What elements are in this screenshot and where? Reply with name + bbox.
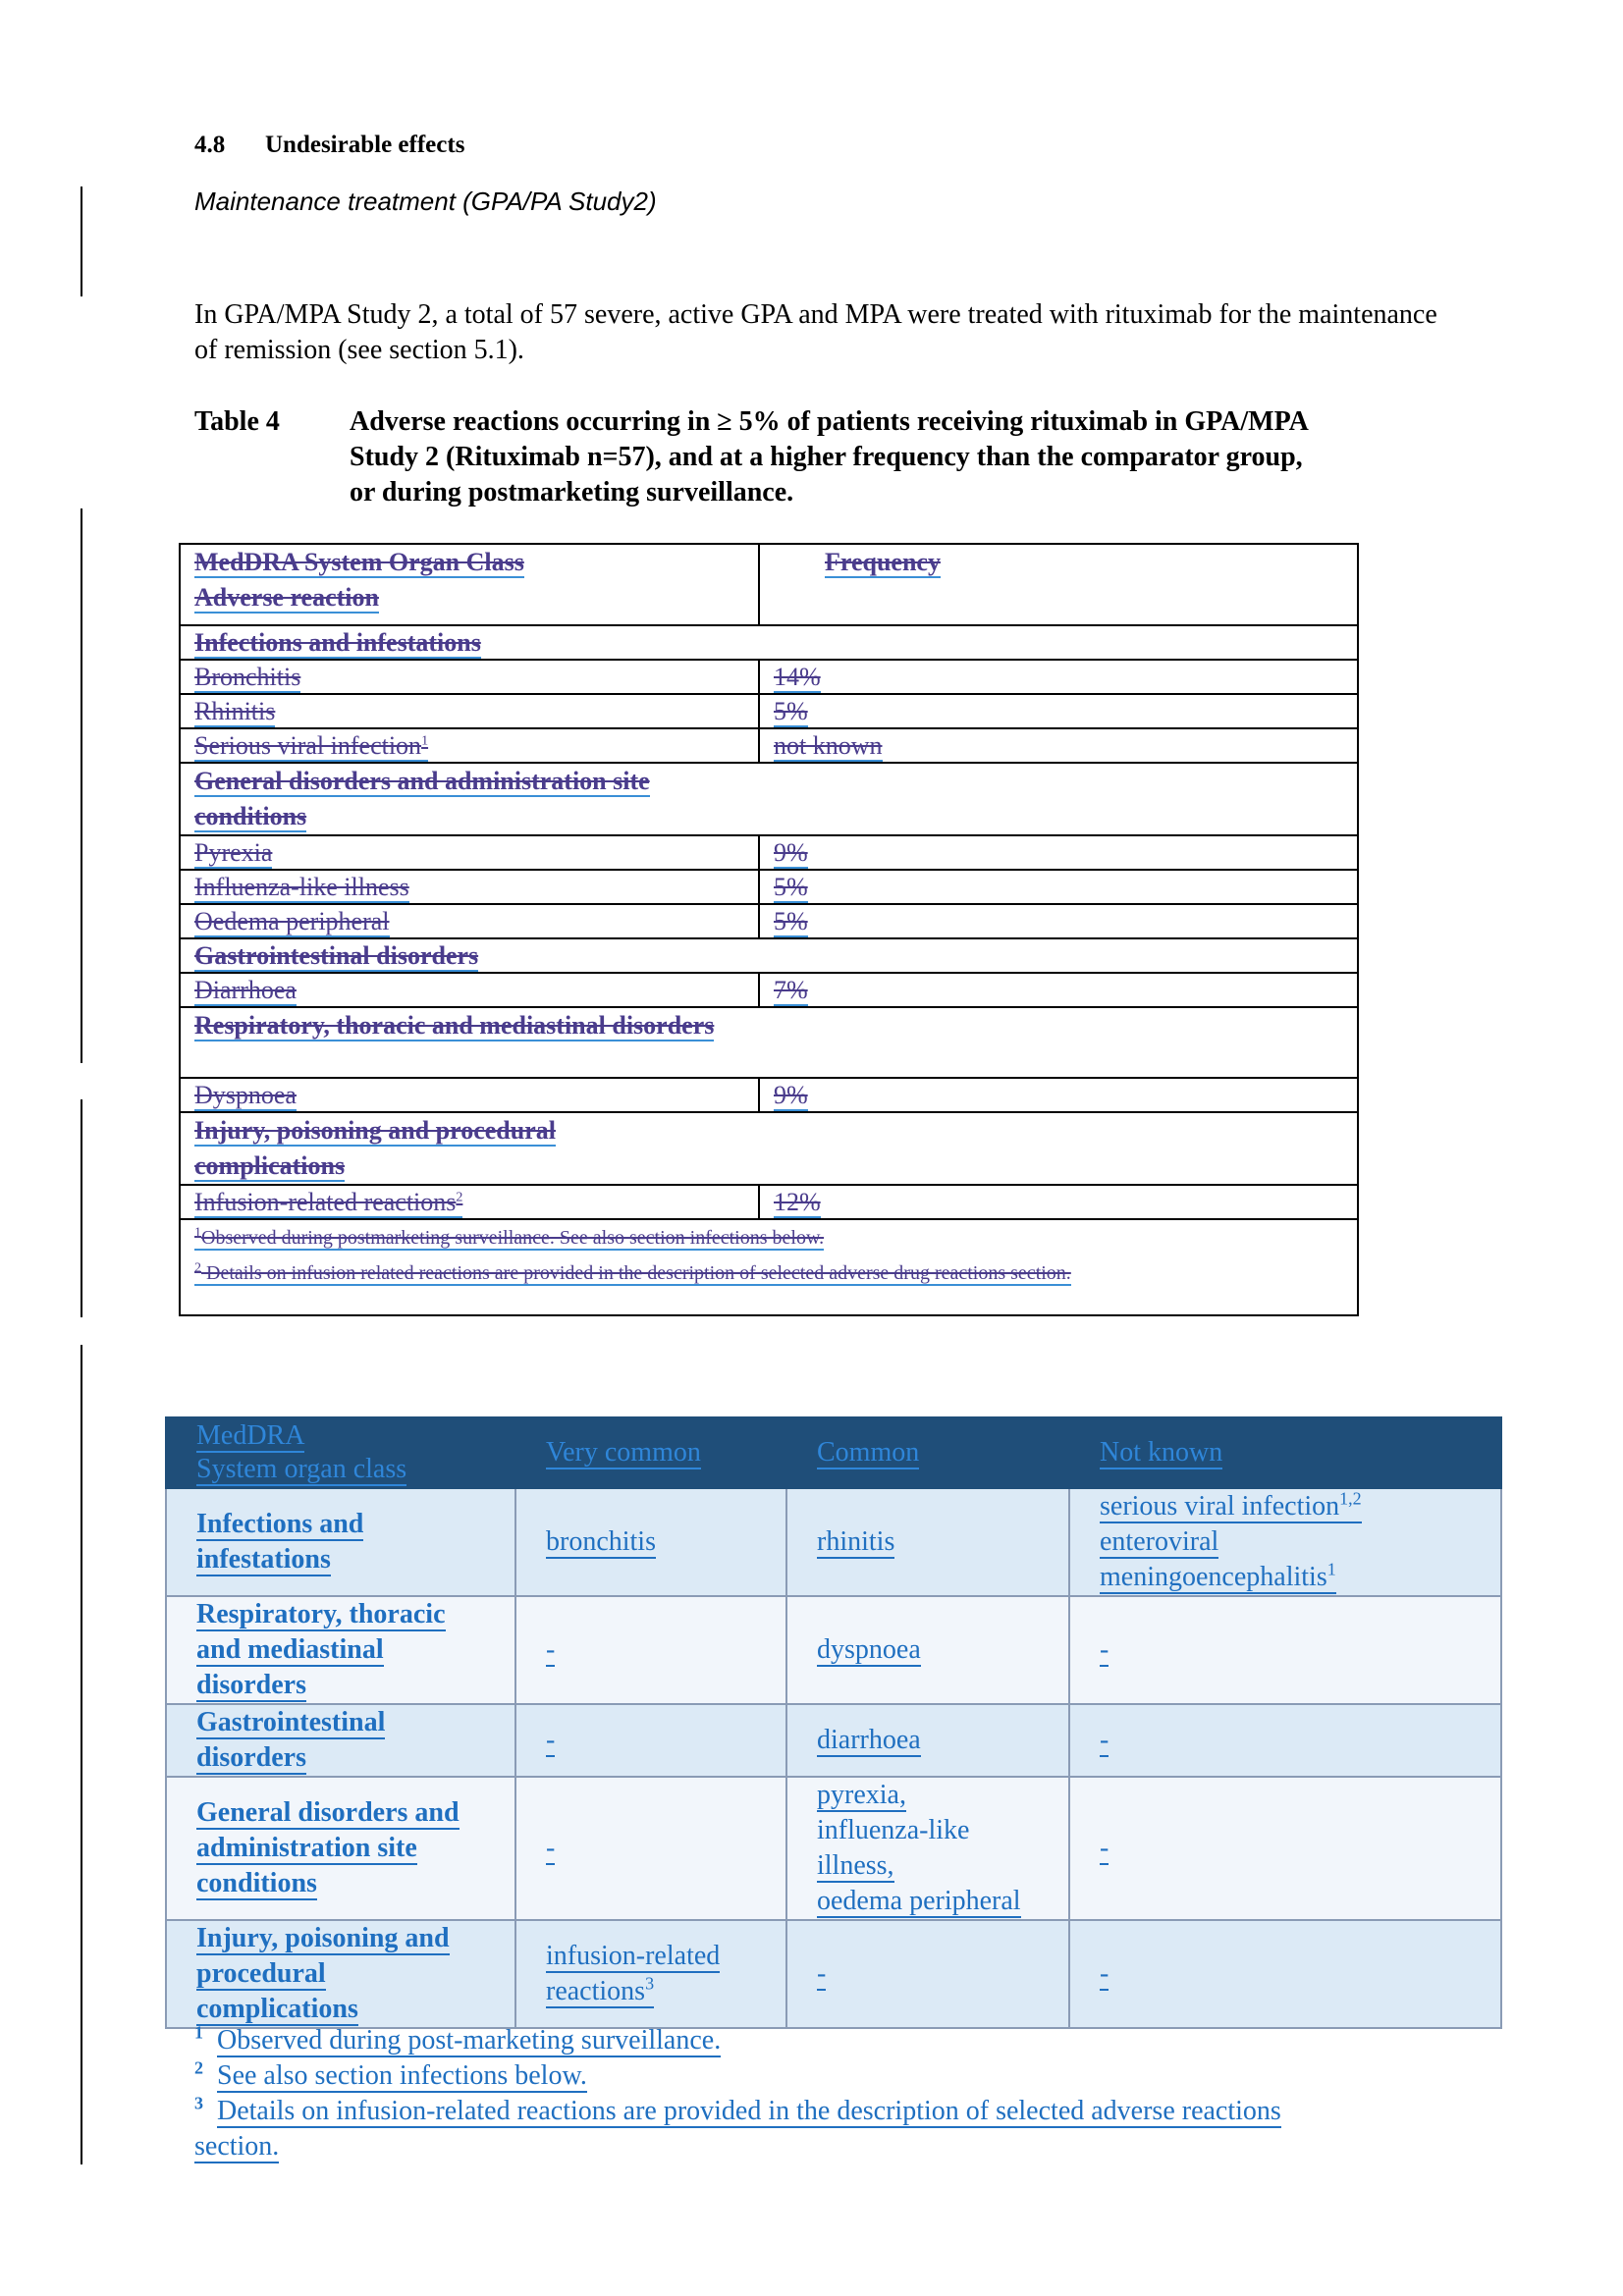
soc-label: and mediastinal	[196, 1634, 384, 1665]
table-row	[180, 835, 1358, 870]
not-known-value: meningoencephalitis	[1100, 1562, 1327, 1592]
table-caption-line: or during postmarketing surveillance.	[350, 477, 794, 507]
soc-label: Respiratory, thoracic and mediastinal disorders	[194, 1011, 715, 1040]
frequency-value: not known	[774, 731, 883, 760]
soc-label: Infections and infestations	[194, 628, 481, 657]
table-row	[166, 1488, 1501, 1596]
change-bar	[81, 1099, 82, 1317]
soc-label: disorders	[196, 1742, 306, 1773]
reaction-name: Rhinitis	[194, 697, 276, 725]
table-row	[180, 728, 1358, 763]
soc-label: Injury, poisoning and procedural	[194, 1116, 556, 1145]
header-adverse-reaction: Adverse reaction	[194, 583, 379, 612]
frequency-value: 5%	[774, 697, 808, 725]
footnote-text: Observed during post-marketing surveillance.	[217, 2025, 722, 2056]
common-value: pyrexia,	[817, 1780, 906, 1810]
table-row	[180, 694, 1358, 728]
very-common-value: -	[546, 1833, 556, 1863]
header-meddra: MedDRA	[196, 1420, 305, 1451]
soc-label: procedural	[196, 1958, 326, 1989]
change-bar	[81, 187, 82, 296]
footnote-text: section.	[194, 2131, 280, 2162]
very-common-value: infusion-related	[546, 1941, 721, 1971]
header-not-known: Not known	[1100, 1437, 1223, 1468]
soc-label: Gastrointestinal disorders	[194, 941, 479, 970]
soc-label: Gastrointestinal	[196, 1707, 386, 1737]
table-caption-line: Study 2 (Rituximab n=57), and at a higher frequency than the comparator group,	[350, 442, 1303, 472]
header-cell	[180, 544, 759, 625]
not-known-value: serious viral infection	[1100, 1491, 1340, 1522]
frequency-value: 5%	[774, 907, 808, 935]
footnote-row	[180, 1219, 1358, 1315]
common-value: diarrhoea	[817, 1725, 921, 1755]
frequency-value: 9%	[774, 1081, 808, 1109]
table-row	[166, 1704, 1501, 1777]
footnote-text: See also section infections below.	[217, 2060, 587, 2091]
header-cell	[759, 544, 1358, 625]
table-row	[180, 1185, 1358, 1219]
frequency-value: 9%	[774, 838, 808, 867]
soc-label: complications	[196, 1994, 358, 2024]
intro-paragraph: In GPA/MPA Study 2, a total of 57 severe, active GPA and MPA were treated with rituximab for the maintenance of remission (see section 5.1).	[194, 299, 1437, 365]
soc-label: administration site	[196, 1833, 417, 1863]
footnote-mark: 1	[194, 1225, 201, 1241]
table-row	[180, 870, 1358, 904]
soc-row	[180, 1112, 1358, 1185]
reaction-name: Diarrhoea	[194, 976, 297, 1004]
change-bar	[81, 508, 82, 1063]
reaction-name: Infusion-related reactions	[194, 1188, 457, 1216]
soc-label: Infections and	[196, 1509, 364, 1539]
table-caption-line: Adverse reactions occurring in ≥ 5% of patients receiving rituximab in GPA/MPA	[350, 406, 1309, 437]
soc-label: General disorders and	[196, 1797, 460, 1828]
reaction-name: Serious viral infection	[194, 731, 422, 760]
header-cell	[515, 1417, 786, 1488]
reaction-name: Influenza-like illness	[194, 873, 409, 901]
footnote-mark: 2	[194, 2057, 203, 2078]
header-frequency: Frequency	[825, 548, 941, 576]
table-row	[166, 1777, 1501, 1920]
not-known-value: -	[1100, 1725, 1109, 1755]
header-very-common: Very common	[546, 1437, 701, 1468]
footnote-ref: 2	[456, 1190, 463, 1205]
soc-row	[180, 938, 1358, 973]
soc-label: disorders	[196, 1670, 306, 1700]
header-cell	[1069, 1417, 1501, 1488]
soc-label: infestations	[196, 1544, 331, 1575]
header-soc: MedDRA System Organ Class	[194, 548, 524, 576]
change-bar	[81, 1345, 82, 2164]
frequency-value: 5%	[774, 873, 808, 901]
footnote-text: Details on infusion-related reactions are provided in the description of selected adverse reactions	[217, 2096, 1281, 2126]
very-common-value: -	[546, 1725, 556, 1755]
footnote-ref: 1	[421, 733, 429, 749]
soc-label: General disorders and administration site	[194, 767, 650, 795]
not-known-value: -	[1100, 1634, 1109, 1665]
soc-label: complications	[194, 1151, 346, 1180]
footnote-ref: 1	[1326, 1559, 1336, 1579]
table-header-row	[180, 544, 1358, 625]
common-value: rhinitis	[817, 1526, 895, 1557]
footnote-ref: 3	[645, 1973, 655, 1994]
footnote-mark: 3	[194, 2093, 203, 2113]
common-value: oedema peripheral	[817, 1886, 1021, 1916]
table-row	[180, 1078, 1358, 1112]
table-header-row	[166, 1417, 1501, 1488]
table-row	[180, 904, 1358, 938]
soc-label: conditions	[194, 802, 307, 830]
reaction-name: Bronchitis	[194, 663, 301, 691]
common-value: -	[817, 1958, 827, 1989]
frequency-value: 7%	[774, 976, 808, 1004]
soc-row	[180, 625, 1358, 660]
soc-row	[180, 1007, 1358, 1078]
footnote-text: Details on infusion related reactions are provided in the description of selected adverse drug reactions section.	[206, 1262, 1071, 1284]
not-known-value: enteroviral	[1100, 1526, 1219, 1557]
soc-label: Respiratory, thoracic	[196, 1599, 446, 1629]
frequency-value: 12%	[774, 1188, 821, 1216]
header-cell	[786, 1417, 1069, 1488]
reaction-name: Oedema peripheral	[194, 907, 390, 935]
table-caption	[194, 404, 1422, 510]
new-adverse-reactions-table	[165, 1416, 1502, 2029]
table-row	[166, 1596, 1501, 1704]
section-title: Undesirable effects	[265, 132, 465, 158]
common-value: illness,	[817, 1850, 894, 1881]
subheading: Maintenance treatment (GPA/PA Study2)	[194, 187, 657, 216]
footnote-text: Observed during postmarketing surveillance. See also section infections below.	[201, 1227, 825, 1249]
very-common-value: reactions	[546, 1976, 646, 2006]
soc-label: conditions	[196, 1868, 317, 1898]
header-common: Common	[817, 1437, 920, 1468]
section-number: 4.8	[194, 132, 226, 158]
header-soc: System organ class	[196, 1454, 407, 1484]
new-table-footnotes	[194, 2023, 1500, 2164]
very-common-value: -	[546, 1634, 556, 1665]
soc-row	[180, 763, 1358, 835]
header-cell	[166, 1417, 515, 1488]
table-row	[166, 1920, 1501, 2028]
very-common-value: bronchitis	[546, 1526, 656, 1557]
reaction-name: Pyrexia	[194, 838, 273, 867]
common-value: influenza-like	[817, 1815, 970, 1845]
old-adverse-reactions-table	[179, 543, 1359, 1316]
soc-label: Injury, poisoning and	[196, 1923, 450, 1953]
table-row	[180, 660, 1358, 694]
table-caption-label: Table 4	[194, 406, 280, 437]
common-value: dyspnoea	[817, 1634, 921, 1665]
footnote-mark: 1	[194, 2022, 203, 2043]
frequency-value: 14%	[774, 663, 821, 691]
not-known-value: -	[1100, 1833, 1109, 1863]
reaction-name: Dyspnoea	[194, 1081, 297, 1109]
table-row	[180, 973, 1358, 1007]
not-known-value: -	[1100, 1958, 1109, 1989]
footnote-ref: 1,2	[1339, 1488, 1362, 1509]
footnote-mark: 2	[194, 1260, 201, 1276]
section-heading	[194, 132, 464, 159]
